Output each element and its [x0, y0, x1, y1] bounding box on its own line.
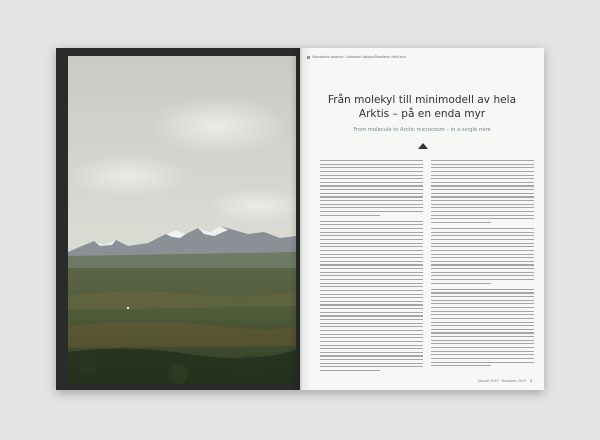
page-footer — [478, 379, 532, 383]
article-title: Från molekyl till minimodell av hela Arktis – på en enda myr — [327, 94, 517, 120]
triangle-ornament-icon — [418, 143, 428, 149]
article-subtitle: From molecule to Arctic microcosm – in a single mire — [353, 127, 491, 133]
photo-caption: Stordalens palsmyr i utkanten Abisko/Stordalen field site — [312, 55, 406, 59]
right-page — [300, 48, 544, 390]
landscape-photo — [68, 56, 296, 384]
caption-marker — [307, 56, 310, 59]
page-number: 5 — [529, 379, 532, 383]
issue-info: Januari 2015 · Stordalen 2015 — [478, 379, 526, 383]
body-column-left — [320, 160, 423, 372]
left-page — [56, 48, 300, 390]
article-body — [320, 160, 534, 372]
magazine-spread — [56, 48, 544, 390]
body-column-right — [431, 160, 534, 372]
